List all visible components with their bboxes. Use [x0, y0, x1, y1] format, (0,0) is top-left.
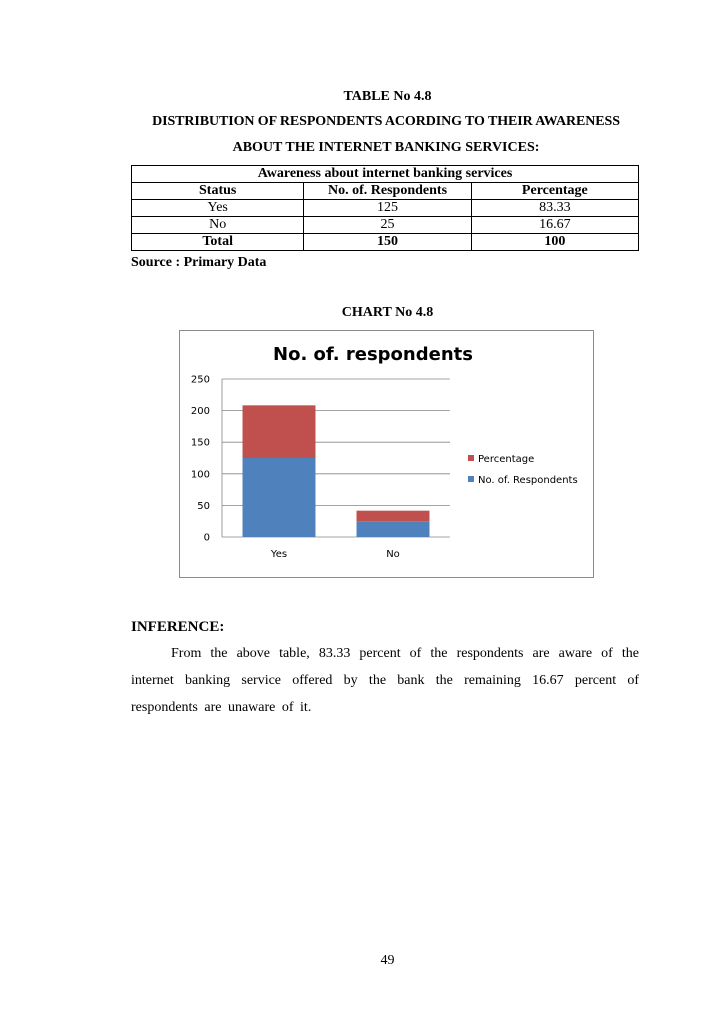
legend-label: No. of. Respondents	[478, 475, 578, 486]
table-total-row	[132, 234, 639, 251]
table-row	[132, 200, 639, 217]
bar-percentage	[357, 511, 430, 522]
y-tick-label: 200	[190, 406, 210, 418]
table-cell: 100	[471, 234, 638, 251]
chart-container	[179, 330, 594, 578]
table-group-header: Awareness about internet banking services	[132, 166, 639, 183]
legend-swatch	[468, 476, 474, 482]
inference-body: From the above table, 83.33 percent of the respondents are aware of the internet banking service offered by the bank the remaining 16.67 percent of respondents are unaware of it.	[131, 646, 639, 715]
bar-respondents	[243, 458, 316, 537]
y-tick-label: 50	[197, 500, 210, 512]
legend-swatch	[468, 455, 474, 461]
chart-caption: CHART No 4.8	[341, 305, 434, 320]
x-tick-label: No	[386, 549, 400, 560]
table-cell: 16.67	[471, 217, 638, 234]
y-tick-label: 0	[203, 532, 210, 544]
y-tick-label: 150	[190, 437, 210, 449]
table-cell: No	[132, 217, 304, 234]
table-subtitle-line2: ABOUT THE INTERNET BANKING SERVICES:	[232, 140, 540, 155]
legend-label: Percentage	[478, 454, 535, 465]
column-header-respondents: No. of. Respondents	[304, 183, 471, 200]
inference-heading: INFERENCE:	[131, 619, 225, 635]
table-cell: Total	[132, 234, 304, 251]
table-title: TABLE No 4.8	[343, 89, 432, 104]
table-subtitle-line1: DISTRIBUTION OF RESPONDENTS ACORDING TO THEIR AWARENESS	[152, 114, 620, 129]
table-cell: 83.33	[471, 200, 638, 217]
bar-respondents	[357, 521, 430, 537]
table-row	[132, 217, 639, 234]
bar-percentage	[243, 405, 316, 458]
column-header-status: Status	[132, 183, 304, 200]
awareness-table	[131, 165, 639, 251]
source-note: Source : Primary Data	[131, 255, 267, 270]
table-cell: 125	[304, 200, 471, 217]
chart-heading: No. of. respondents	[273, 344, 473, 365]
table-cell: Yes	[132, 200, 304, 217]
bar-chart	[180, 331, 593, 577]
x-tick-label: Yes	[270, 549, 288, 560]
column-header-percentage: Percentage	[471, 183, 638, 200]
y-tick-label: 250	[190, 374, 210, 386]
table-cell: 150	[304, 234, 471, 251]
table-cell: 25	[304, 217, 471, 234]
y-tick-label: 100	[190, 469, 210, 481]
page-number: 49	[380, 953, 395, 968]
